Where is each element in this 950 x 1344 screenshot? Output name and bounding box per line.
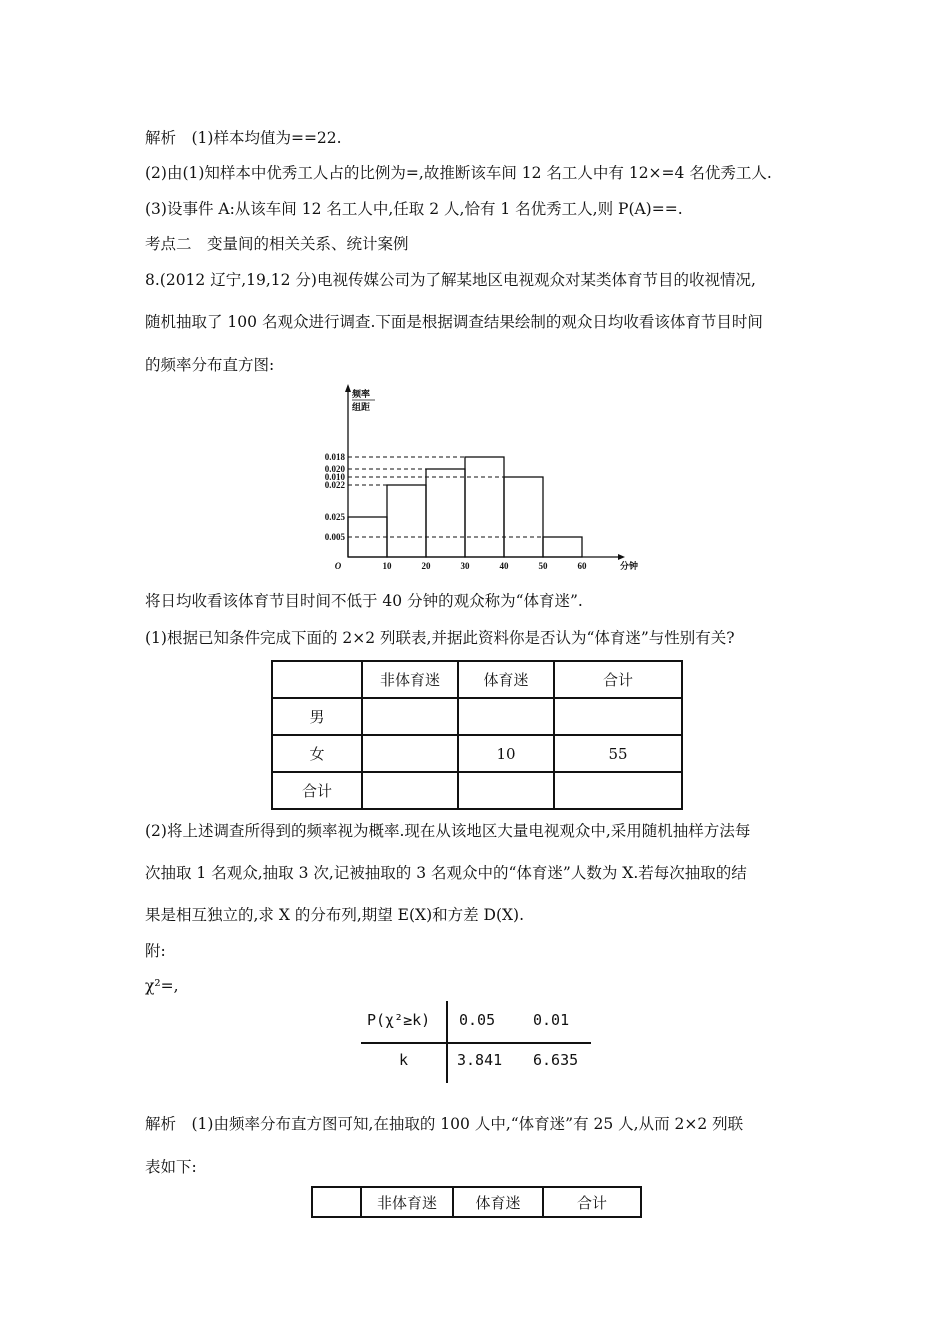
y-tick-label: 0.005	[324, 532, 345, 542]
definition-line: 将日均收看该体育节目时间不低于 40 分钟的观众称为“体育迷”.	[145, 592, 583, 610]
solution-line-1: 解析 (1)由频率分布直方图可知,在抽取的 100 人中,“体育迷”有 25 人,从而 2×2 列联	[145, 1115, 744, 1133]
x-axis-arrow	[618, 554, 625, 560]
question-1-line: (1)根据已知条件完成下面的 2×2 列联表,并据此资料你是否认为“体育迷”与性别有关?	[145, 629, 735, 647]
contingency-table-blank	[271, 660, 683, 810]
histogram-bar	[387, 485, 426, 557]
table-cell: 非体育迷	[361, 1187, 453, 1217]
p-label: P(χ²≥k)	[367, 1011, 431, 1029]
table-cell	[362, 698, 458, 735]
y-tick-label: 0.010	[324, 472, 345, 482]
table-cell: 非体育迷	[362, 661, 458, 698]
line-solution-3: (3)设事件 A:从该车间 12 名工人中,任取 2 人,恰有 1 名优秀工人,则 P(A)==.	[145, 200, 683, 218]
y-axis-label-top: 频率	[352, 389, 371, 399]
question-2-line-2: 次抽取 1 名观众,抽取 3 次,记被抽取的 3 名观众中的“体育迷”人数为 X.若每次抽取的结	[145, 864, 747, 882]
table-cell: 合计	[554, 661, 682, 698]
histogram-bar	[504, 477, 543, 557]
section-heading: 考点二 变量间的相关关系、统计案例	[145, 235, 409, 253]
table-cell	[554, 772, 682, 809]
table-cell: 女	[272, 735, 362, 772]
histogram-bar	[543, 537, 582, 557]
table-row	[312, 1187, 641, 1217]
x-tick-label: 20	[421, 561, 431, 570]
histogram-bar	[348, 517, 387, 557]
y-axis-arrow	[345, 384, 351, 392]
table-cell	[458, 698, 554, 735]
table-divider-horizontal	[361, 1042, 591, 1044]
table-cell: 体育迷	[458, 661, 554, 698]
question-2-line-1: (2)将上述调查所得到的频率视为概率.现在从该地区大量电视观众中,采用随机抽样方法每	[145, 822, 751, 840]
p-value: 0.05	[459, 1011, 496, 1029]
solution-line-2: 表如下:	[145, 1158, 197, 1176]
origin-label: O	[334, 561, 342, 570]
x-tick-label: 60	[577, 561, 587, 570]
x-tick-label: 30	[460, 561, 470, 570]
table-cell: 男	[272, 698, 362, 735]
table-cell	[272, 661, 362, 698]
contingency-table-solution	[311, 1186, 642, 1218]
k-value: 6.635	[533, 1051, 579, 1069]
table-cell: 10	[458, 735, 554, 772]
table-cell	[312, 1187, 361, 1217]
y-tick-label: 0.020	[324, 464, 345, 474]
table-cell	[362, 772, 458, 809]
problem-8-line-2: 随机抽取了 100 名观众进行调查.下面是根据调查结果绘制的观众日均收看该体育节目时间	[145, 313, 763, 331]
table-cell: 合计	[272, 772, 362, 809]
line-solution-2: (2)由(1)知样本中优秀工人占的比例为=,故推断该车间 12 名工人中有 12×=4 名优秀工人.	[145, 164, 772, 182]
problem-8-line-1: 8.(2012 辽宁,19,12 分)电视传媒公司为了解某地区电视观众对某类体育节目的收视情况,	[145, 271, 756, 289]
y-axis-label-bottom: 组距	[352, 402, 371, 412]
x-tick-label: 50	[538, 561, 548, 570]
appendix-label: 附:	[145, 942, 166, 960]
table-cell	[458, 772, 554, 809]
table-cell: 55	[554, 735, 682, 772]
y-tick-label: 0.025	[324, 512, 345, 522]
histogram-bar	[426, 469, 465, 557]
frequency-histogram	[300, 380, 640, 570]
table-cell	[362, 735, 458, 772]
table-cell: 合计	[543, 1187, 641, 1217]
line-solution-1: 解析 (1)样本均值为==22.	[145, 129, 342, 147]
k-label: k	[399, 1051, 409, 1069]
x-tick-label: 10	[382, 561, 392, 570]
table-row	[272, 772, 682, 809]
table-cell: 体育迷	[453, 1187, 543, 1217]
table-cell	[554, 698, 682, 735]
critical-value-table	[361, 1001, 591, 1083]
question-2-line-3: 果是相互独立的,求 X 的分布列,期望 E(X)和方差 D(X).	[145, 906, 525, 924]
p-value: 0.01	[533, 1011, 570, 1029]
chi-square-formula: χ²=,	[145, 977, 179, 995]
y-tick-label: 0.022	[324, 480, 345, 490]
histogram-bar	[465, 457, 504, 557]
table-row	[272, 661, 682, 698]
table-row	[272, 698, 682, 735]
problem-8-line-3: 的频率分布直方图:	[145, 356, 275, 374]
x-tick-label: 40	[499, 561, 509, 570]
x-axis-label: 分钟	[620, 561, 639, 570]
k-value: 3.841	[457, 1051, 503, 1069]
y-tick-label: 0.018	[324, 452, 345, 462]
table-row	[272, 735, 682, 772]
